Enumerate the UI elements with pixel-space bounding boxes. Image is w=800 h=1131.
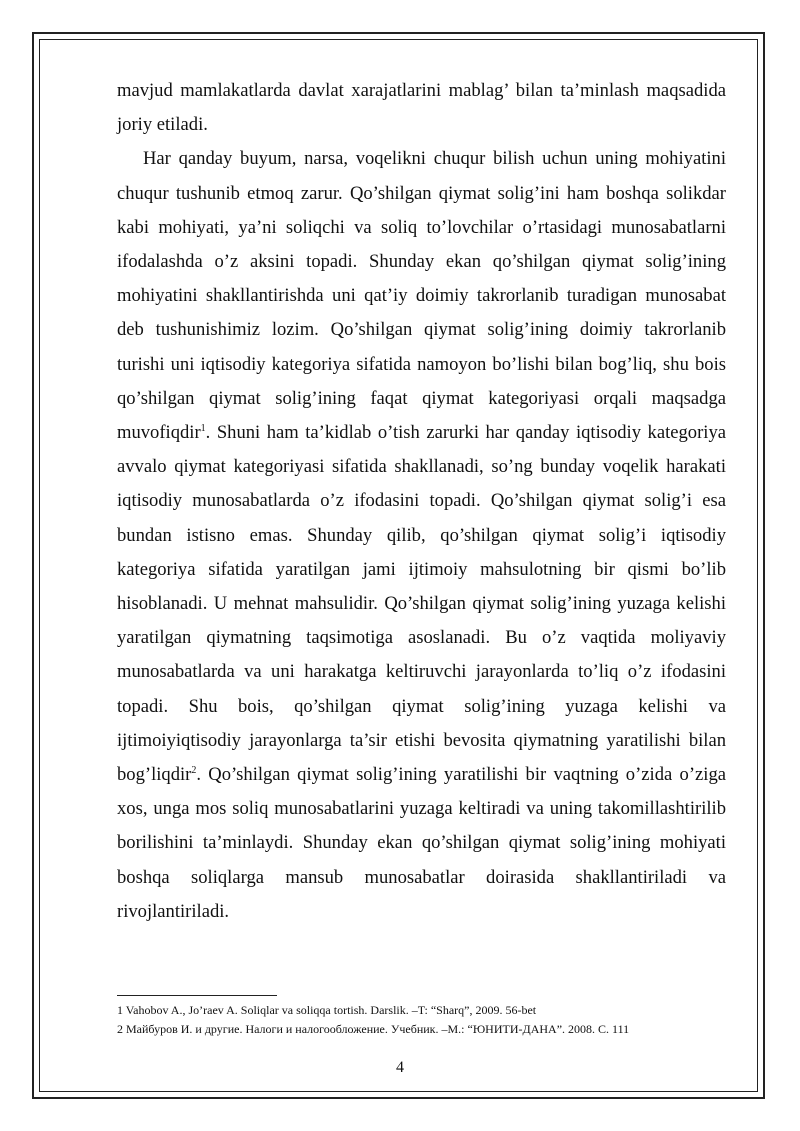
page-number: 4 xyxy=(396,1059,404,1076)
paragraph-2-text-part-2: . Shuni ham ta’kidlab o’tish zarurki har qanday iqtisodiy kategoriya avvalo qiymat kategoriyasi sifatida shakllanadi, so’ng bunday voqelik harakati iqtisodiy munosabatlarda o’z ifodasini topadi. Qo’shilgan qiymat solig’i esa bundan istisno emas. Shunday qilib, qo’shilgan qiymat solig’i iqtisodiy kategoriya sifatida yaratilgan jami ijtimoiy mahsulotning bir qismi bo’lib hisoblanadi. U mehnat mahsulidir. Qo’shilgan qiymat solig’ining yuzaga kelishi yaratilgan qiymatning taqsimotiga asoslanadi. Bu o’z vaqtida moliyaviy munosabatlarda va uni harakatga keltiruvchi jarayonlarda to’liq o’z ifodasini topadi. Shu bois, qo’shilgan qiymat solig’ining yuzaga kelishi va ijtimoiyiqtisodiy jarayonlarga ta’sir etishi bevosita qiymatning yaratilishi bilan bog’liqdir xyxy=(117,422,726,786)
paragraph-2-text-part-1: Har qanday buyum, narsa, voqelikni chuqur bilish uchun uning mohiyatini chuqur tushunib etmoq zarur. Qo’shilgan qiymat solig’ini ham boshqa solikdar kabi mohiyati, ya’ni soliqchi va soliq to’lovchilar o’rtasidagi munosabatlarni ifodalashda o’z aksini topadi. Shunday ekan qo’shilgan qiymat solig’ining mohiyatini shakllantirishda uni qat’iy doimiy takrorlanib turadigan munosabat deb tushunishimiz lozim. Qo’shilgan qiymat solig’ining doimiy takrorlanib turishi uni iqtisodiy kategoriya sifatida namoyon bo’lishi bilan bog’liq, shu bois qo’shilgan qiymat solig’ining faqat qiymat kategoriyasi orqali maqsadga muvofiqdir xyxy=(117,148,726,444)
footnote-separator xyxy=(117,995,277,996)
paragraph-2-text-part-3: . Qo’shilgan qiymat solig’ining yaratilishi bir vaqtning o’zida o’ziga xos, unga mos soliq munosabatlarini yuzaga keltiradi va uning takomillashtirilib borilishini ta’minlaydi. Shunday ekan qo’shilgan qiymat solig’ining mohiyati boshqa soliqlarga mansub munosabatlar doirasida shakllantiriladi va rivojlantiriladi. xyxy=(117,764,726,922)
footnotes xyxy=(117,1001,726,1039)
footnote-ref-2[interactable]: 2 xyxy=(191,764,197,776)
footnote-1: 1 Vahobov A., Jo’raev A. Soliqlar va soliqqa tortish. Darslik. –T: “Sharq”, 2009. 56-bet xyxy=(117,1003,537,1017)
paragraph-1-text: mavjud mamlakatlarda davlat xarajatlarini mablag’ bilan ta’minlash maqsadida joriy etiladi. xyxy=(117,80,726,136)
footnote-ref-1[interactable]: 1 xyxy=(200,422,206,434)
body-text xyxy=(117,74,726,929)
paragraph-1 xyxy=(117,74,726,142)
paragraph-2 xyxy=(117,142,726,929)
footnote-2: 2 Майбуров И. и другие. Налоги и налогообложение. Учебник. –М.: “ЮНИТИ-ДАНА”. 2008. С. 111 xyxy=(117,1022,630,1036)
